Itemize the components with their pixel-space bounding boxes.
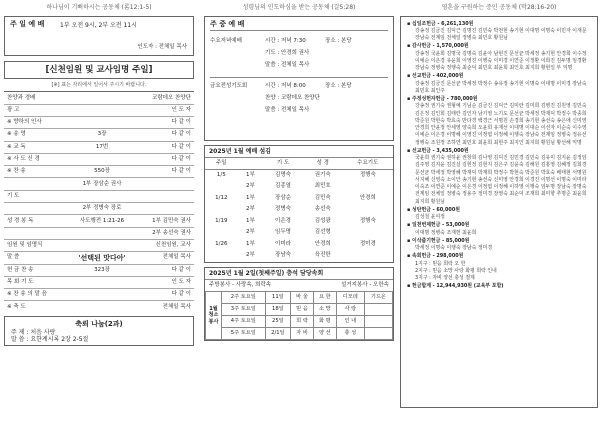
cell-group-box: [4, 316, 194, 346]
order-row: [4, 215, 194, 227]
order-row: [4, 239, 194, 251]
schedule-header: [238, 158, 264, 170]
service-sermon: 말씀 : 전체일 목사: [265, 107, 310, 114]
cleaning-cell: [364, 315, 392, 327]
schedule-row: [205, 239, 393, 251]
column-header: 영혼을 구원하는 증인 공동체 (막28:16-20): [441, 4, 557, 11]
order-row: [4, 166, 194, 178]
order-leader: 신천임원, 교사: [142, 239, 194, 251]
cleaning-cell: 믿 음: [291, 303, 314, 315]
order-row: [4, 190, 194, 202]
order-row: [4, 227, 194, 239]
order-detail: [62, 289, 142, 301]
schedule-cell: 정병숙: [275, 206, 291, 213]
order-detail: [62, 301, 142, 313]
service-prayer: 기도 : 안경희 권사: [265, 50, 310, 57]
weekday-title: 주 중 예 배: [210, 19, 245, 28]
offering-names: 이대명 정병숙 조재헌 최윤희: [415, 229, 477, 236]
stand-note: [※] 표는 자리에서 일어서 주시기 바랍니다.: [51, 82, 147, 89]
order-detail: [62, 104, 142, 116]
order-leader: 다 같 이: [142, 129, 194, 141]
order-detail: [62, 227, 142, 239]
cell-group-title: 축뢰 나눔(2과): [75, 320, 123, 329]
order-row: [4, 129, 194, 141]
service-title: 주 일 예 배: [10, 19, 45, 28]
schedule-cell: 장삼순: [275, 194, 291, 201]
cleaning-cell: 4주 토요일: [222, 315, 266, 327]
order-row: [4, 264, 194, 276]
schedule-row: [205, 216, 393, 228]
order-detail: [62, 276, 142, 288]
schedule-cell: 1부: [245, 217, 255, 224]
offering-names: 강송정 김금진 문선균 박세정 박정수 송유정 송기현 이명숙 이대명 이미경 장남숙 최민호 최인주: [415, 80, 587, 94]
schedule-cell: 이은경: [275, 217, 291, 224]
offering-names: 1지구 : 믿음 희락 오 한 2지구 : 믿음 소망 사랑 화평 희락 인내 3지구 : 자비 양선 충성 절제: [415, 260, 497, 281]
schedule-header: 기 도: [263, 158, 303, 170]
schedule-cell: 2부: [245, 183, 255, 190]
order-detail: 3장: [62, 129, 142, 141]
order-detail: 550장: [62, 166, 142, 178]
order-leader: [142, 203, 194, 215]
sunday-service-box: [4, 16, 194, 56]
order-leader: 코람데오 찬양단: [142, 92, 194, 104]
cleaning-label: 1월 청소 봉사: [206, 291, 222, 339]
order-item: ※ 찬 송 의 말 음: [4, 289, 62, 301]
order-item: [4, 227, 62, 239]
schedule-row: [205, 170, 393, 182]
order-leader: 다 같 이: [142, 153, 194, 165]
schedule-cell: 정행숙: [359, 217, 376, 224]
column-services: [204, 4, 394, 341]
weekday-services-box: [204, 16, 394, 141]
order-detail: [62, 190, 142, 202]
order-item: 성 경 봉 독: [4, 215, 62, 227]
cell-group-verse: 말 씀 : 요한계시록 2장 2-5절: [11, 336, 89, 344]
order-detail: 2부 정병숙 장로: [62, 203, 142, 215]
offering-category: ▪ 성탄헌금 - 60,000원: [407, 207, 591, 214]
order-row: [4, 141, 194, 153]
order-row: [4, 92, 194, 104]
order-leader: 전체일 목사: [142, 252, 194, 264]
order-detail: [62, 92, 142, 104]
schedule-cell: 김선형: [314, 229, 331, 236]
schedule-table: [205, 158, 393, 262]
order-leader: 1부 김민숙 권사: [142, 215, 194, 227]
schedule-cell: 임두명: [275, 229, 291, 236]
schedule-cell: 최민호: [314, 183, 331, 190]
cleaning-cell: 희 락: [291, 315, 314, 327]
cleaning-row: [206, 327, 393, 339]
schedule-cell: 이미라: [275, 240, 291, 247]
cleaning-cell: 소 망: [313, 303, 336, 315]
order-detail: '선택된 맛다아': [62, 252, 142, 264]
schedule-cell: 1부: [245, 194, 255, 201]
schedule-cell: 안경희: [359, 194, 376, 201]
order-item: ※ 사 도 신 경: [4, 153, 62, 165]
offering-category: ▪ 선교헌금 - 3,435,000원: [407, 148, 591, 155]
cleaning-cell: 양 선: [313, 327, 336, 339]
schedule-cell: 2부: [245, 206, 255, 213]
schedule-cell: 1/12: [215, 194, 228, 201]
schedule-cell: 정행숙: [359, 172, 376, 179]
order-row: [4, 301, 194, 313]
cleaning-cell: 자 비: [291, 327, 314, 339]
service-time: 1부 오전 9시, 2부 오전 11시: [60, 21, 137, 29]
cleaning-cell: [364, 327, 392, 339]
column-worship-order: [4, 4, 194, 346]
schedule-cell: 안경희: [314, 240, 331, 247]
cleaning-cell: 인 내: [336, 315, 364, 327]
order-leader: 다 같 이: [142, 264, 194, 276]
offering-category: ▪ 선교헌금 - 402,000원: [407, 73, 591, 80]
offering-names: 강송정 권기숙 권형예 기님순 김금진 김덕근 김미란 김미희 김병진 김원영 김민숙 김은정 김인희 김태란 김인자 남기영 노기도 문선균 박세정 박재덕 박정수 박종희 박준원 박현숙 박효숙 반다경 백경근 서명원 손경희 송기현 송선숙 송은애 신미영 안경희 안윤정 안세영 양숙희 오윤희 유재선 이대명 이대순 이선자 이순숙 이수영 이예순 이은경 이명혜 이영진 이정엽 이정혜 이행숙 장남숙 전계임 정병숙 정유선 정행숙 조원정 조하연 최민호 최윤희 최현주 최지인 최지희 황원님 황선해 익명: [415, 103, 587, 146]
cleaning-cell: 바 울: [291, 291, 314, 303]
schedule-cell: 김종열: [275, 183, 291, 190]
service-time: 시간 : 저녁 8:00: [265, 82, 306, 89]
order-detail: [62, 153, 142, 165]
schedule-cell: 1/5: [216, 172, 226, 179]
service-name: 수요저녁예배: [210, 37, 242, 44]
order-leader: 다 같 이: [142, 116, 194, 128]
offering-names: 강송정 국윤희 김명국 김명숙 김윤아 남현진 문선균 박세정 송기현 안경희 이수정 이예순 이은경 유윤희 이영진 이행숙 이미경 이연준 이정환 이희진 김두명 임경환 장남숙 정병숙 정행숙 최순덕 최민호 최윤희 최인호 최지희 황현일 부 익명: [415, 50, 587, 71]
offering-category: ▪ 주정성헌자헌금 - 780,000원: [407, 96, 591, 103]
offering-category: ▪ 이삭줍기헌금 - 85,000원: [407, 238, 591, 245]
column-header: 하나님이 기뻐하시는 공동체 (롬12:1-5): [46, 4, 152, 11]
friday-service: [210, 80, 388, 92]
cleaning-cell: 기드온: [364, 291, 392, 303]
order-item: 헌 금 찬 송: [4, 264, 62, 276]
order-leader: 다 같 이: [142, 289, 194, 301]
schedule-cell: 1부: [245, 240, 255, 247]
schedule-cell: [343, 204, 393, 216]
schedule-cell: [205, 250, 238, 262]
service-name: 금요전성기도회: [210, 82, 248, 89]
service-place: 장소 : 본당: [325, 37, 352, 44]
schedule-row: [205, 181, 393, 193]
dish-duty: 설거지봉사 - 오한속: [341, 282, 389, 288]
order-leader: 2부 송선숙 권사: [142, 227, 194, 239]
schedule-cell: [343, 227, 393, 239]
column-header: 성령님의 인도하심을 받는 공동체 (갈5:28): [242, 4, 356, 11]
schedule-cell: [205, 181, 238, 193]
sunday-banner: [신천임원 및 교사임명 주일]: [4, 61, 194, 80]
order-item: [4, 178, 62, 190]
offering-category: ▪ 헌금합계 - 12,944,930원 (교육부 포함): [407, 283, 591, 290]
schedule-header: 주일: [205, 158, 238, 170]
order-detail: 17번: [62, 141, 142, 153]
cleaning-cell: 충 성: [336, 327, 364, 339]
cleaning-cell: 5주 토요일: [222, 327, 266, 339]
schedule-cell: 김민숙: [314, 194, 331, 201]
cleaning-cell: 화 평: [313, 315, 336, 327]
schedule-cell: [343, 250, 393, 262]
order-leader: 인 도 자: [142, 104, 194, 116]
order-item: ※ 향하의 인사: [4, 116, 62, 128]
cell-group-topic: 주 제 : 처음 사랑: [11, 328, 56, 336]
kitchen-duty: 주방봉사 - 사랑속, 희락속: [209, 282, 272, 288]
order-detail: 323장: [62, 264, 142, 276]
cleaning-cell: 2/1일: [265, 327, 290, 339]
schedule-cell: [205, 204, 238, 216]
order-item: 기 도: [4, 190, 62, 202]
schedule-cell: 1/26: [215, 240, 228, 247]
schedule-cell: [343, 181, 393, 193]
offering-category: ▪ 감사헌금 - 1,570,000원: [407, 43, 591, 50]
order-row: [4, 178, 194, 190]
cleaning-cell: 25일: [265, 315, 290, 327]
order-leader: [142, 190, 194, 202]
order-item: ※ 교 독: [4, 141, 62, 153]
order-row: [4, 276, 194, 288]
service-sermon: 말씀 : 전체일 목사: [265, 62, 310, 69]
order-item: ※ 송 영: [4, 129, 62, 141]
schedule-cell: 권기숙: [314, 172, 331, 179]
offerings-box: [400, 16, 598, 408]
offering-names: 박세정 이명숙 이행숙 장남숙 정미경: [415, 245, 493, 251]
order-detail: 사도행전 1:21-26: [62, 215, 142, 227]
schedule-header: 성 경: [303, 158, 343, 170]
schedule-row: [205, 193, 393, 205]
order-leader: 인 도 자: [142, 276, 194, 288]
schedule-cell: 김성광: [314, 217, 331, 224]
service-time: 시간 : 저녁 7:30: [265, 37, 306, 44]
service-leader: 인도자 : 전체일 목사: [137, 43, 187, 50]
schedule-cell: 2부: [245, 252, 255, 259]
schedule-cell: 장남숙: [275, 252, 291, 259]
offering-names: 강송정 김금진 김덕근 김명진 김민숙 박천현 송기현 이대명 이명숙 이민자 이재문 장남숙 전계임 전체일 정병숙 최민호 황원님: [415, 27, 587, 41]
order-item: ※ 찬 송: [4, 166, 62, 178]
cleaning-cell: 2주 토요일: [222, 291, 266, 303]
schedule-cell: 김명숙: [275, 172, 291, 179]
order-item: [4, 203, 62, 215]
order-item: 찬양과 경배: [4, 92, 62, 104]
cleaning-table: [205, 291, 393, 340]
order-leader: 다 같 이: [142, 166, 194, 178]
order-item: 광 고: [4, 104, 62, 116]
order-row: [4, 116, 194, 128]
schedule-row: [205, 227, 393, 239]
order-leader: [142, 178, 194, 190]
schedule-cell: 송선숙: [314, 206, 331, 213]
order-row: [4, 153, 194, 165]
order-item: 말 씀: [4, 252, 62, 264]
offering-names: 국윤희 권기숙 권하윤 권창희 김나영 김덕진 김민경 김민숙 김유미 김지윤 김정임 김주영 김지윤 김진실 김현정 김현지 김은구 김윤숙 김해원 김홍영 김혜정 김희경 문선균 박세정 박영혜 박재덕 박재희 박정수 박현숙 박준원 박효숙 배태현 서명원 서지혜 신영숙 소이안 송기현 송선숙 신미영 안경희 이경진 이명선 이명숙 이미라 이숙조 이연준 이예순 이은경 이정엽 이정혜 이하영 이행숙 임두명 장남숙 장명숙 전계임 전체일 정병숙 정용주 정미경 장영숙 최순덕 조재희 최미향 추명준 최윤희 최지희 황원님: [415, 155, 587, 205]
cleaning-row: [206, 291, 393, 303]
schedule-cell: 정미경: [359, 240, 376, 247]
order-leader: 전체일 목사: [142, 301, 194, 313]
january-schedule-box: [204, 145, 394, 263]
schedule-cell: 1/19: [215, 217, 228, 224]
duty-box: [204, 267, 394, 341]
order-leader: 다 같 이: [142, 141, 194, 153]
wednesday-service: [210, 35, 388, 47]
offering-category: ▪ 속회헌금 - 298,000원: [407, 253, 591, 260]
order-detail: [62, 239, 142, 251]
schedule-cell: 육진한: [314, 252, 331, 259]
service-place: 장소 : 본당: [325, 82, 352, 89]
offering-category: ▪ 일천번제헌금 - 53,000원: [407, 222, 591, 229]
schedule-row: [205, 250, 393, 262]
cleaning-cell: 요 한: [313, 291, 336, 303]
order-item: 임원 및 임명식: [4, 239, 62, 251]
schedule-cell: 1부: [245, 172, 255, 179]
order-item: 목 회 기 도: [4, 276, 62, 288]
order-row: [4, 252, 194, 264]
cleaning-cell: 11일: [265, 291, 290, 303]
cleaning-cell: 18일: [265, 303, 290, 315]
service-praise: 찬양 : 코람데오 찬양단: [265, 95, 320, 102]
schedule-cell: [205, 227, 238, 239]
cleaning-row: [206, 303, 393, 315]
cleaning-cell: 3주 토요일: [222, 303, 266, 315]
order-detail: 1부 장삼순 권사: [62, 178, 142, 190]
order-row: [4, 104, 194, 116]
offering-category: ▪ 십일조헌금 - 6,261,130원: [407, 21, 591, 28]
schedule-title: 2025년 1월 예배 섬김: [205, 146, 393, 159]
cleaning-row: [206, 315, 393, 327]
cleaning-cell: [364, 303, 392, 315]
schedule-row: [205, 204, 393, 216]
column-offerings: [400, 4, 598, 408]
order-item: ※ 축 도: [4, 301, 62, 313]
schedule-cell: 2부: [245, 229, 255, 236]
order-detail: [62, 116, 142, 128]
schedule-header: 수요기도: [343, 158, 393, 170]
offering-names: 김성철 윤여정: [415, 214, 445, 220]
cleaning-cell: 사 랑: [336, 303, 364, 315]
duty-title: 2025년 1월 2일(첫째주일) 층석 담당속회: [205, 268, 393, 281]
worship-order-table: [4, 91, 194, 313]
cleaning-cell: 디모데: [336, 291, 364, 303]
order-row: [4, 289, 194, 301]
order-row: [4, 203, 194, 215]
